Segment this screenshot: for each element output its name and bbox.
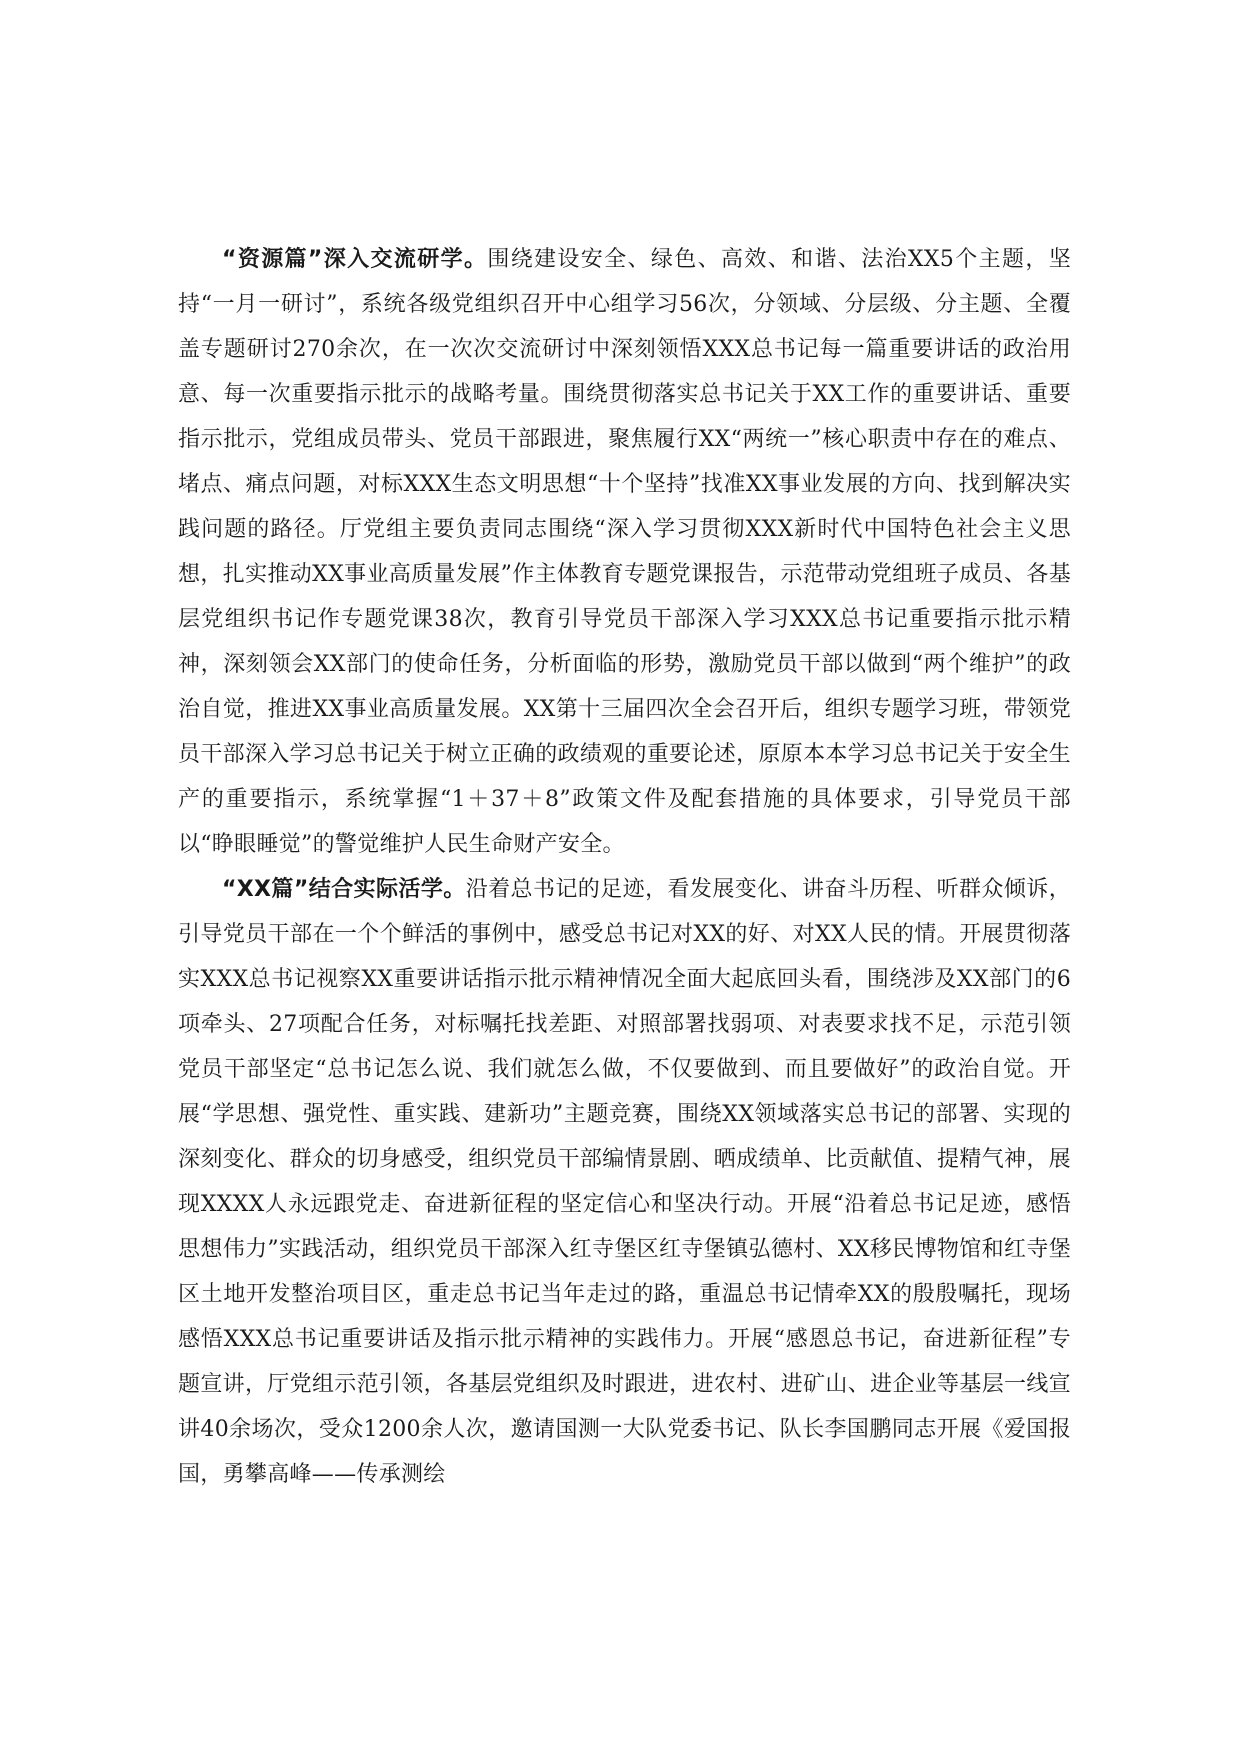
paragraph-xx <box>178 867 1071 1497</box>
paragraph-resources <box>178 237 1071 867</box>
paragraph-lead-heading: “资源篇”深入交流研学。 <box>222 247 488 272</box>
paragraph-body-text: 围绕建设安全、绿色、高效、和谐、法治XX5个主题，坚持“一月一研讨”，系统各级党组织召开中心组学习56次，分领域、分层级、分主题、全覆盖专题研讨270余次，在一次次交流研讨中深刻领悟XXX总书记每一篇重要讲话的政治用意、每一次重要指示批示的战略考量。围绕贯彻落实总书记关于XX工作的重要讲话、重要指示批示，党组成员带头、党员干部跟进，聚焦履行XX“两统一”核心职责中存在的难点、堵点、痛点问题，对标XXX生态文明思想“十个坚持”找准XX事业发展的方向、找到解决实践问题的路径。厅党组主要负责同志围绕“深入学习贯彻XXX新时代中国特色社会主义思想，扎实推动XX事业高质量发展”作主体教育专题党课报告，示范带动党组班子成员、各基层党组织书记作专题党课38次，教育引导党员干部深入学习XXX总书记重要指示批示精神，深刻领会XX部门的使命任务，分析面临的形势，激励党员干部以做到“两个维护”的政治自觉，推进XX事业高质量发展。XX第十三届四次全会召开后，组织专题学习班，带领党员干部深入学习总书记关于树立正确的政绩观的重要论述，原原本本学习总书记关于安全生产的重要指示，系统掌握“1＋37＋8”政策文件及配套措施的具体要求，引导党员干部以“睁眼睡觉”的警觉维护人民生命财产安全。 <box>178 247 1071 857</box>
paragraph-body-text: 沿着总书记的足迹，看发展变化、讲奋斗历程、听群众倾诉，引导党员干部在一个个鲜活的事例中，感受总书记对XX的好、对XX人民的情。开展贯彻落实XXX总书记视察XX重要讲话指示批示精神情况全面大起底回头看，围绕涉及XX部门的6项牵头、27项配合任务，对标嘱托找差距、对照部署找弱项、对表要求找不足，示范引领党员干部坚定“总书记怎么说、我们就怎么做，不仅要做到、而且要做好”的政治自觉。开展“学思想、强党性、重实践、建新功”主题竞赛，围绕XX领域落实总书记的部署、实现的深刻变化、群众的切身感受，组织党员干部编情景剧、晒成绩单、比贡献值、提精气神，展现XXXX人永远跟党走、奋进新征程的坚定信心和坚决行动。开展“沿着总书记足迹，感悟思想伟力”实践活动，组织党员干部深入红寺堡区红寺堡镇弘德村、XX移民博物馆和红寺堡区土地开发整治项目区，重走总书记当年走过的路，重温总书记情牵XX的殷殷嘱托，现场感悟XXX总书记重要讲话及指示批示精神的实践伟力。开展“感恩总书记，奋进新征程”专题宣讲，厅党组示范引领，各基层党组织及时跟进，进农村、进矿山、进企业等基层一线宣讲40余场次，受众1200余人次，邀请国测一大队党委书记、队长李国鹏同志开展《爱国报国，勇攀高峰——传承测绘 <box>178 877 1071 1487</box>
document-body <box>178 237 1071 1497</box>
paragraph-lead-heading: “XX篇”结合实际活学。 <box>222 877 466 902</box>
